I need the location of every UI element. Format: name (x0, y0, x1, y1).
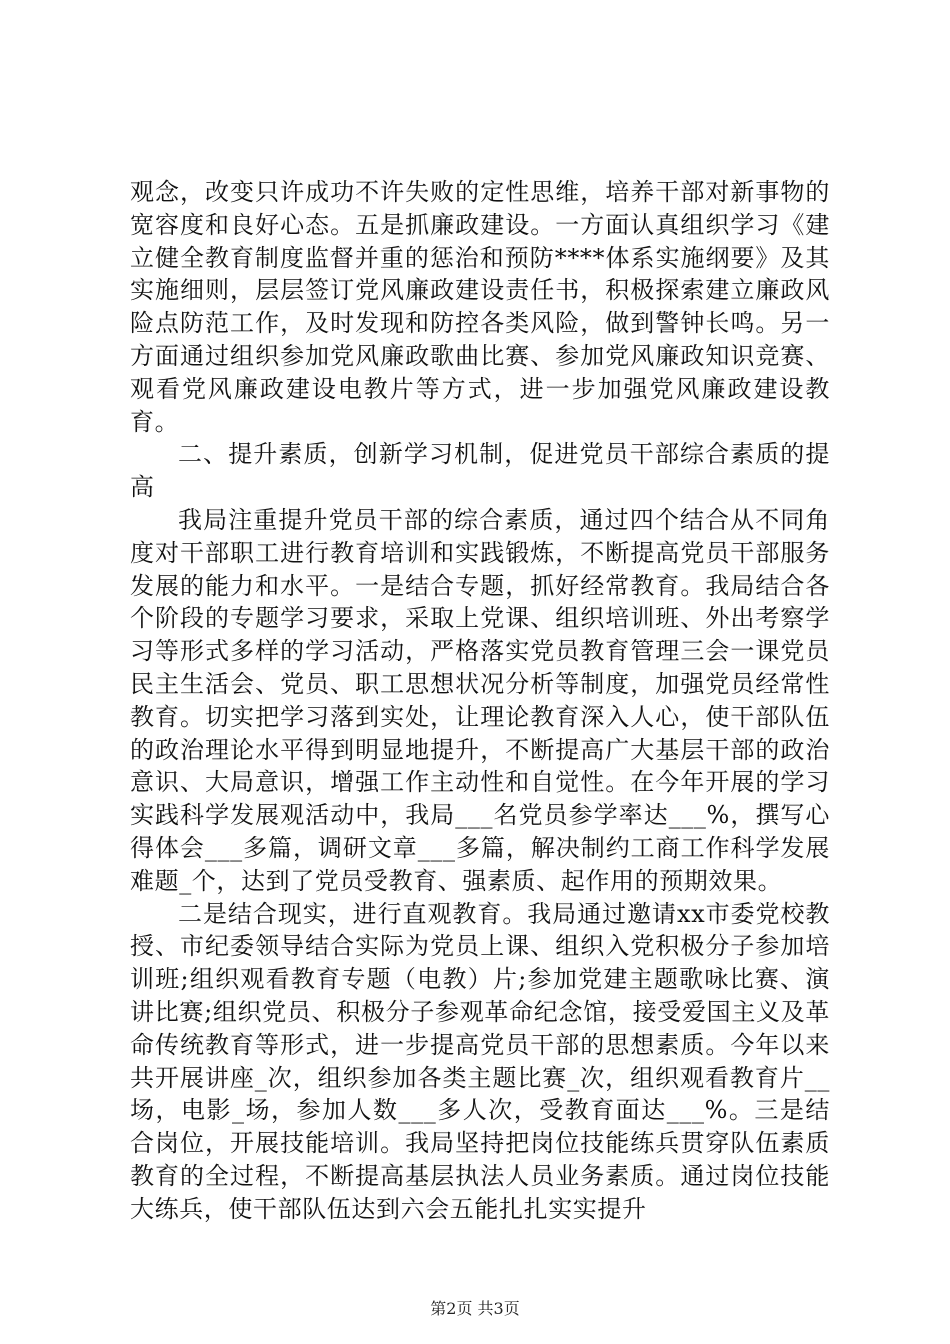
document-body (130, 176, 830, 1226)
paragraph-3: 我局注重提升党员干部的综合素质，通过四个结合从不同角度对干部职工进行教育培训和实践锻炼，不断提高党员干部服务发展的能力和水平。一是结合专题，抓好经常教育。我局结合各个阶段的专题学习要求，采取上党课、组织培训班、外出考察学习等形式多样的学习活动，严格落实党员教育管理三会一课党员民主生活会、党员、职工思想状况分析等制度，加强党员经常性教育。切实把学习落到实处，让理论教育深入人心，使干部队伍的政治理论水平得到明显地提升，不断提高广大基层干部的政治意识、大局意识，增强工作主动性和自觉性。在今年开展的学习实践科学发展观活动中，我局___名党员参学率达___%，撰写心得体会___多篇，调研文章___多篇，解决制约工商工作科学发展难题_个，达到了党员受教育、强素质、起作用的预期效果。 (130, 505, 830, 895)
section-heading-2: 二、提升素质，创新学习机制，促进党员干部综合素质的提高 (130, 440, 830, 502)
page-footer: 第2页 共3页 (430, 1299, 520, 1318)
paragraph-1: 观念，改变只许成功不许失败的定性思维，培养干部对新事物的宽容度和良好心态。五是抓廉政建设。一方面认真组织学习《建立健全教育制度监督并重的惩治和预防****体系实施纲要》及其实施细则，层层签订党风廉政建设责任书，积极探索建立廉政风险点防范工作，及时发现和防控各类风险，做到警钟长鸣。另一方面通过组织参加党风廉政歌曲比赛、参加党风廉政知识竞赛、观看党风廉政建设电教片等方式，进一步加强党风廉政建设教育。 (130, 178, 830, 436)
paragraph-4: 二是结合现实，进行直观教育。我局通过邀请xx市委党校教授、市纪委领导结合实际为党员上课、组织入党积极分子参加培训班;组织观看教育专题（电教）片;参加党建主题歌咏比赛、演讲比赛;组织党员、积极分子参观革命纪念馆，接受爱国主义及革命传统教育等形式，进一步提高党员干部的思想素质。今年以来共开展讲座_次，组织参加各类主题比赛_次，组织观看教育片__场，电影_场，参加人数___多人次，受教育面达___%。三是结合岗位，开展技能培训。我局坚持把岗位技能练兵贯穿队伍素质教育的全过程，不断提高基层执法人员业务素质。通过岗位技能大练兵，使干部队伍达到六会五能扎扎实实提升 (130, 899, 830, 1223)
